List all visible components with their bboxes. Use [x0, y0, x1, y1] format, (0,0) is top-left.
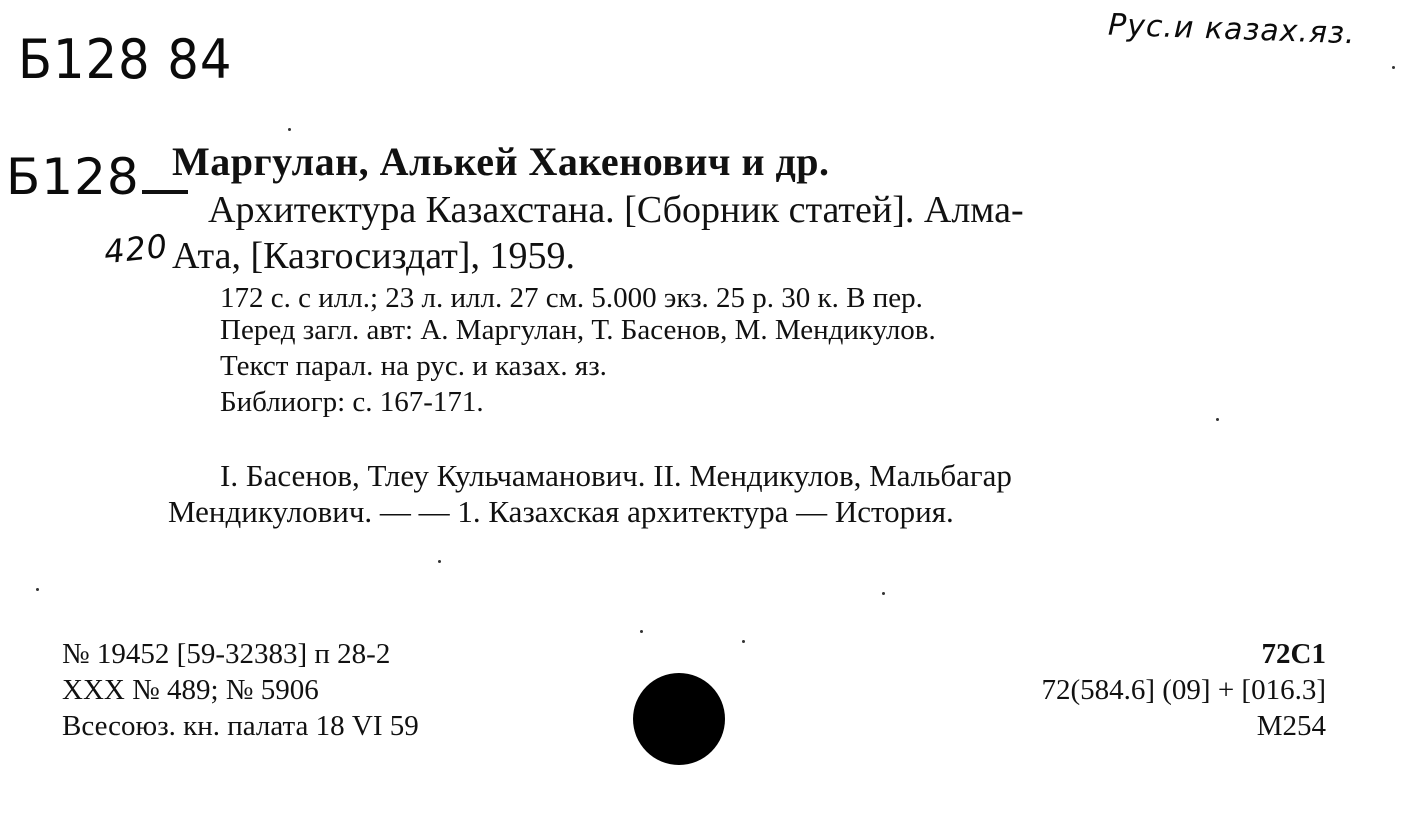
title-line-1: Архитектура Казахстана. [Сборник статей]. Алма- [208, 189, 1024, 231]
author-heading: Маргулан, Алькей Хакенович и др. [172, 139, 830, 184]
print-speck [1216, 418, 1219, 421]
handwritten-call-number: Б128 [6, 148, 140, 206]
handwritten-shelf-code: Б128 84 [18, 28, 233, 91]
udc-index: 72(584.6] (09] + [016.3] [1041, 674, 1326, 706]
language-note: Текст парал. на рус. и казах. яз. [220, 350, 607, 382]
print-speck [288, 128, 291, 131]
tracings-line-1: I. Басенов, Тлеу Кульчаманович. II. Мендикулов, Мальбагар [220, 458, 1012, 493]
print-speck [1392, 66, 1395, 69]
print-speck [742, 640, 745, 643]
footer-registry-number: XXX № 489; № 5906 [62, 674, 319, 706]
card-punch-hole [633, 673, 725, 765]
title-line-2: Ата, [Казгосиздат], 1959. [172, 235, 575, 277]
authors-note: Перед загл. авт: А. Маргулан, Т. Басенов, М. Мендикулов. [220, 314, 936, 346]
handwritten-number: 420 [102, 226, 170, 272]
print-speck [438, 560, 441, 563]
handwritten-dash [142, 190, 188, 194]
author-mark: М254 [1256, 710, 1326, 742]
print-speck [36, 588, 39, 591]
handwritten-language-note: Рус.и казах.яз. [1107, 7, 1357, 52]
physical-description: 172 с. с илл.; 23 л. илл. 27 см. 5.000 экз. 25 р. 30 к. В пер. [220, 282, 923, 314]
tracings-line-2: Мендикулович. — — 1. Казахская архитектура — История. [168, 494, 954, 529]
print-speck [882, 592, 885, 595]
footer-chamber-date: Всесоюз. кн. палата 18 VI 59 [62, 710, 419, 742]
classification-code: 72С1 [1261, 638, 1326, 670]
bibliography-note: Библиогр: с. 167-171. [220, 386, 484, 418]
print-speck [640, 630, 643, 633]
footer-record-number: № 19452 [59-32383] п 28-2 [62, 638, 391, 670]
